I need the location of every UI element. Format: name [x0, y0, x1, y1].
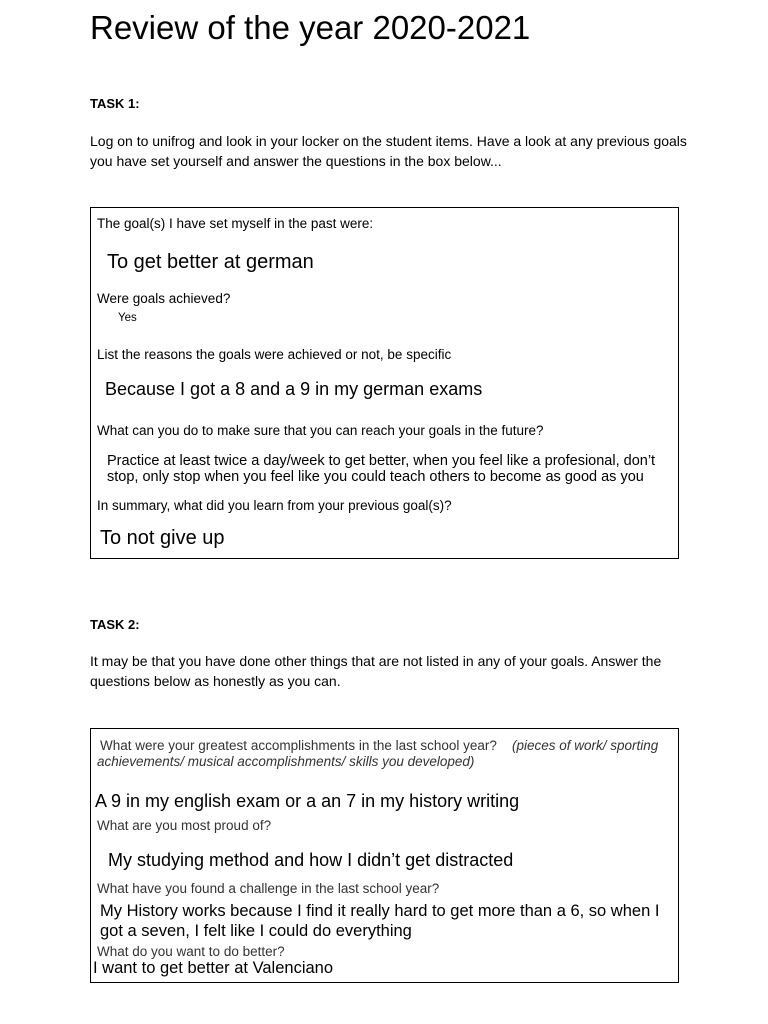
task2-answer-challenge[interactable]: My History works because I find it really hard to get more than a 6, so when I got a seven, I felt like I could do everything: [100, 902, 660, 940]
task1-question-reasons: List the reasons the goals were achieved or not, be specific: [97, 347, 452, 362]
task2-answer-do-better[interactable]: I want to get better at Valenciano: [93, 959, 334, 977]
task2-answer-box: [90, 728, 679, 983]
task2-question-proud: What are you most proud of?: [97, 818, 272, 833]
task1-question-future: What can you do to make sure that you can reach your goals in the future?: [97, 423, 544, 438]
task1-answer-future[interactable]: Practice at least twice a day/week to get better, when you feel like a profesional, don’t stop, only stop when you feel like you could teach others to become as good as you: [107, 453, 656, 485]
page-title: Review of the year 2020-2021: [90, 9, 531, 46]
task2-question-challenge: What have you found a challenge in the last school year?: [97, 881, 440, 896]
task1-answer-past-goals[interactable]: To get better at german: [107, 251, 314, 273]
task1-answer-goals-achieved[interactable]: Yes: [118, 312, 137, 324]
task2-question-accomplishments-hint: (pieces of work/ sporting achievements/ musical accomplishments/ skills you developed): [97, 738, 659, 769]
task1-intro: Log on to unifrog and look in your locker on the student items. Have a look at any previous goals you have set yourself and answer the questions in the box below...: [90, 133, 687, 169]
task2-answer-accomplishments[interactable]: A 9 in my english exam or a an 7 in my history writing: [95, 791, 520, 811]
task1-heading: TASK 1:: [90, 96, 140, 111]
task1-question-goals-achieved: Were goals achieved?: [97, 291, 231, 306]
task1-question-summary: In summary, what did you learn from your previous goal(s)?: [97, 498, 452, 513]
task2-question-accomplishments-text: What were your greatest accomplishments in the last school year?: [100, 738, 497, 753]
task1-answer-box: [90, 207, 679, 559]
task2-answer-proud[interactable]: My studying method and how I didn’t get distracted: [108, 850, 514, 870]
task1-question-past-goals: The goal(s) I have set myself in the past were:: [97, 216, 374, 231]
task2-intro: It may be that you have done other things that are not listed in any of your goals. Answer the questions below as honestly as you can.: [90, 653, 662, 689]
task2-heading: TASK 2:: [90, 617, 140, 632]
task1-answer-reasons[interactable]: Because I got a 8 and a 9 in my german exams: [105, 379, 483, 399]
task1-answer-summary[interactable]: To not give up: [100, 527, 225, 549]
task2-question-do-better: What do you want to do better?: [97, 944, 285, 959]
task2-question-accomplishments: [97, 738, 675, 770]
